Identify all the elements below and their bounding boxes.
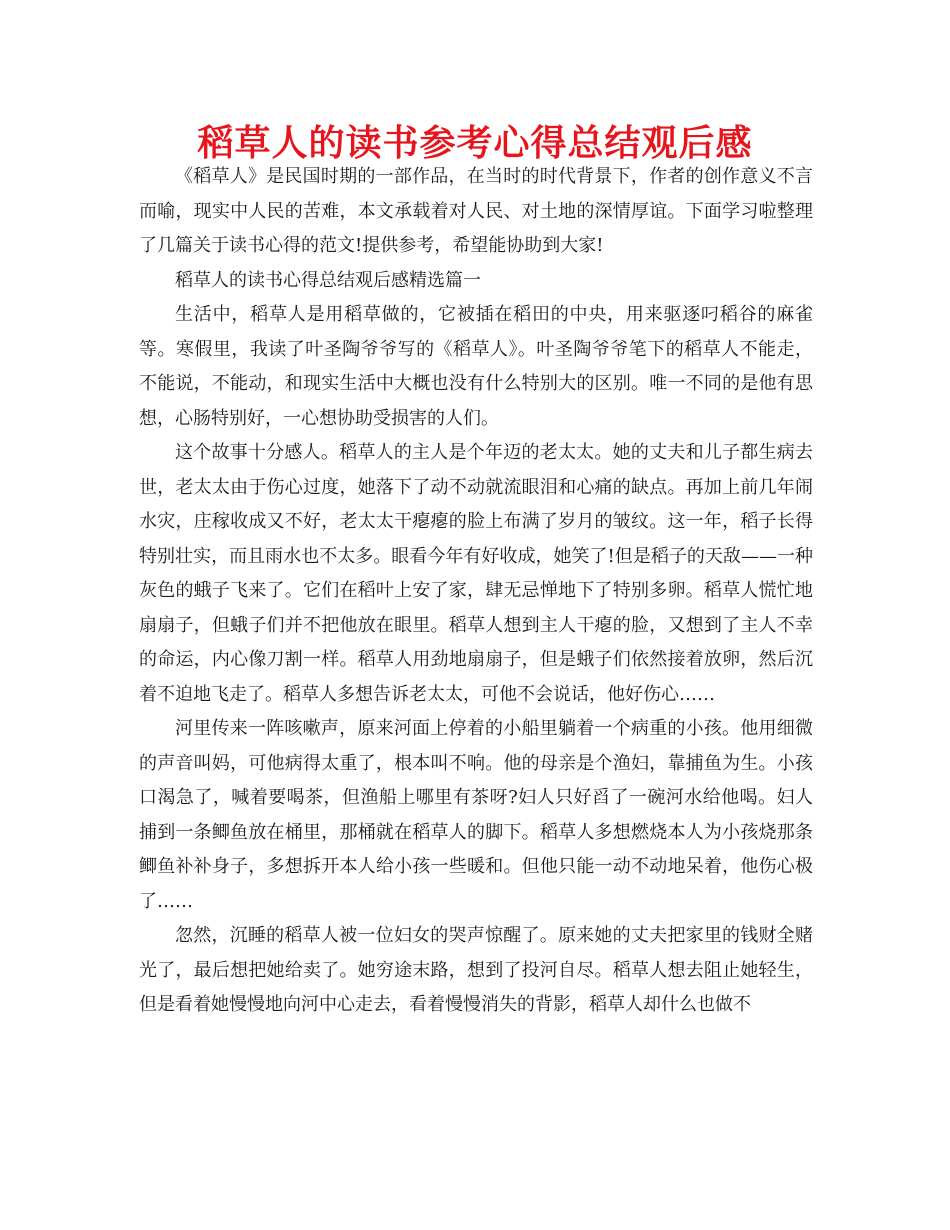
paragraph-4: 忽然，沉睡的稻草人被一位妇女的哭声惊醒了。原来她的丈夫把家里的钱财全赌光了，最后想把她给卖了。她穷途末路，想到了投河自尽。稻草人想去阻止她轻生，但是看着她慢慢地向河中心走去，看着慢慢消失的背影，稻草人却什么也做不 — [139, 925, 813, 1015]
paragraph-3: 河里传来一阵咳嗽声，原来河面上停着的小船里躺着一个病重的小孩。他用细微的声音叫妈，可他病得太重了，根本叫不响。他的母亲是个渔妇，靠捕鱼为生。小孩口渴急了，喊着要喝茶，但渔船上哪里有茶呀?妇人只好舀了一碗河水给他喝。妇人捕到一条鲫鱼放在桶里，那桶就在稻草人的脚下。稻草人多想燃烧本人为小孩烧那条鲫鱼补补身子，多想拆开本人给小孩一些暖和。但他只能一动不动地呆着，他伤心极了…… — [139, 718, 813, 912]
document-title: 稻草人的读书参考心得总结观后感 — [197, 123, 753, 164]
paragraph-intro: 《稻草人》是民国时期的一部作品，在当时的时代背景下，作者的创作意义不言而喻，现实中人民的苦难，本文承载着对人民、对土地的深情厚谊。下面学习啦整理了几篇关于读书心得的范文!提供参考，希望能协助到大家! — [139, 166, 813, 256]
paragraph-section-heading: 稻草人的读书心得总结观后感精选篇一 — [175, 269, 481, 291]
paragraph-2: 这个故事十分感人。稻草人的主人是个年迈的老太太。她的丈夫和儿子都生病去世，老太太由于伤心过度，她落下了动不动就流眼泪和心痛的缺点。再加上前几年闹水灾，庄稼收成又不好，老太太干瘪瘪的脸上布满了岁月的皱纹。这一年，稻子长得特别壮实，而且雨水也不太多。眼看今年有好收成，她笑了!但是稻子的天敌——一种灰色的蛾子飞来了。它们在稻叶上安了家，肆无忌惮地下了特别多卵。稻草人慌忙地扇扇子，但蛾子们并不把他放在眼里。稻草人想到主人干瘪的脸，又想到了主人不幸的命运，内心像刀割一样。稻草人用劲地扇扇子，但是蛾子们依然接着放卵，然后沉着不迫地飞走了。稻草人多想告诉老太太，可他不会说话，他好伤心…… — [139, 442, 813, 705]
document-body — [139, 160, 813, 1023]
paragraph-1: 生活中，稻草人是用稻草做的，它被插在稻田的中央，用来驱逐叼稻谷的麻雀等。寒假里，我读了叶圣陶爷爷写的《稻草人》。叶圣陶爷爷笔下的稻草人不能走，不能说，不能动，和现实生活中大概也没有什么特别大的区别。唯一不同的是他有思想，心肠特别好，一心想协助受损害的人们。 — [139, 304, 813, 429]
